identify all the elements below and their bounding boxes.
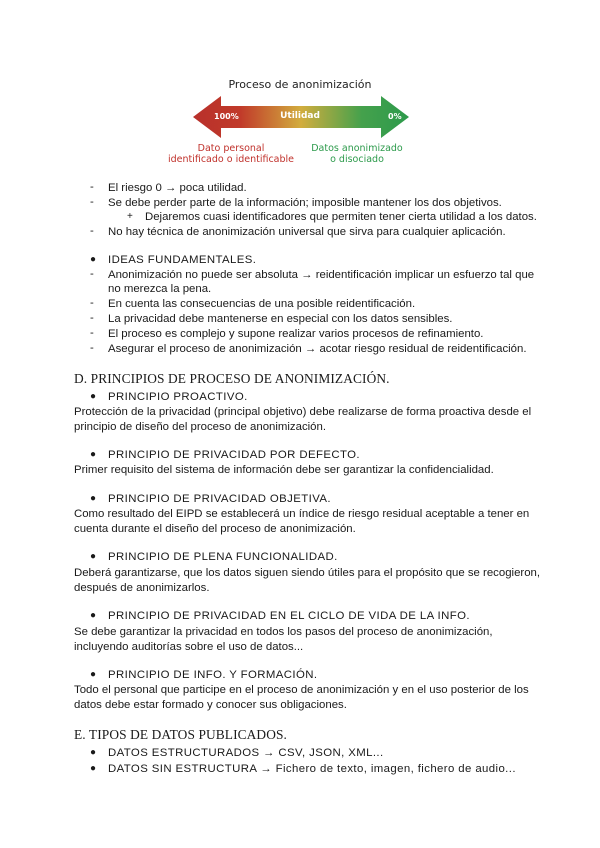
dash-marker: - [90, 297, 94, 309]
list-item: DATOS SIN ESTRUCTURA → Fichero de texto, imagen, fichero de audio... [108, 763, 516, 775]
bullet-marker: ● [90, 391, 97, 402]
list-item: Anonimización no puede ser absoluta → reidentificación implicar un esfuerzo tal que [108, 269, 535, 281]
bullet-marker: ● [90, 747, 97, 758]
bullet-marker: ● [90, 449, 97, 460]
principle-title: PRINCIPIO DE PRIVACIDAD OBJETIVA. [108, 493, 331, 505]
paragraph-line: Se debe garantizar la privacidad en todos los pasos del proceso de anonimización, [74, 626, 493, 638]
bullet-marker: ● [90, 610, 97, 621]
paragraph-line: cuenta durante el diseño del proceso de anonimización. [74, 523, 356, 535]
paragraph-line: Primer requisito del sistema de información debe ser garantizar la confidencialidad. [74, 464, 494, 476]
section-d-heading: D. PRINCIPIOS DE PROCESO DE ANONIMIZACIÓN. [74, 371, 390, 386]
paragraph-line: Como resultado del EIPD se establecerá un índice de riesgo residual aceptable a tener en [74, 508, 530, 520]
list-item: En cuenta las consecuencias de una posible reidentificación. [108, 298, 416, 310]
plus-marker: + [127, 211, 133, 222]
dash-marker: - [90, 312, 94, 324]
anonymization-figure [160, 78, 440, 173]
utility-label: Utilidad [280, 111, 320, 121]
list-item: DATOS ESTRUCTURADOS → CSV, JSON, XML... [108, 747, 384, 759]
list-subitem: Dejaremos cuasi identificadores que permiten tener cierta utilidad a los datos. [145, 211, 537, 223]
right-caption: Datos anonimizado o disociado [311, 143, 403, 165]
list-item: Asegurar el proceso de anonimización → acotar riesgo residual de reidentificación. [108, 343, 527, 355]
paragraph-line: Deberá garantizarse, que los datos siguen siendo útiles para el propósito que se recogieron, [74, 567, 541, 579]
bullet-marker: ● [90, 669, 97, 680]
paragraph-line: Protección de la privacidad (principal objetivo) debe realizarse de forma proactiva desde el [74, 406, 532, 418]
bullet-marker: ● [90, 763, 97, 774]
principle-title: PRINCIPIO DE PLENA FUNCIONALIDAD. [108, 551, 338, 563]
paragraph-line: después de anonimizarlos. [74, 582, 210, 594]
principle-title: PRINCIPIO PROACTIVO. [108, 391, 248, 403]
list-item: El proceso es complejo y supone realizar varios procesos de refinamiento. [108, 328, 484, 340]
left-percent-label: 100% [214, 112, 239, 121]
principle-title: PRINCIPIO DE PRIVACIDAD EN EL CICLO DE VIDA DE LA INFO. [108, 610, 470, 622]
figure-title: Proceso de anonimización [228, 78, 372, 91]
dash-marker: - [90, 342, 94, 354]
principle-title: PRINCIPIO DE INFO. Y FORMACIÓN. [108, 669, 318, 681]
right-percent-label: 0% [388, 112, 402, 121]
list-item: Se debe perder parte de la información; imposible mantener los dos objetivos. [108, 197, 502, 209]
paragraph-line: principio de diseño del proceso de anonimización. [74, 421, 327, 433]
paragraph-line: datos debe estar formado y conocer sus obligaciones. [74, 699, 347, 711]
bullet-marker: ● [90, 551, 97, 562]
bullet-marker: ● [90, 493, 97, 504]
dash-marker: - [90, 225, 94, 237]
ideas-title: IDEAS FUNDAMENTALES. [108, 254, 257, 266]
paragraph-line: incluyendo auditorías sobre el uso de datos... [74, 641, 304, 653]
dash-marker: - [90, 268, 94, 280]
list-item: La privacidad debe mantenerse en especial con los datos sensibles. [108, 313, 453, 325]
list-item-cont: no merezca la pena. [108, 283, 212, 295]
section-e-heading: E. TIPOS DE DATOS PUBLICADOS. [74, 727, 287, 742]
principle-title: PRINCIPIO DE PRIVACIDAD POR DEFECTO. [108, 449, 360, 461]
left-caption: Dato personal identificado o identificable [167, 143, 295, 165]
dash-marker: - [90, 181, 94, 193]
list-item: No hay técnica de anonimización universal que sirva para cualquier aplicación. [108, 226, 506, 238]
dash-marker: - [90, 196, 94, 208]
paragraph-line: Todo el personal que participe en el proceso de anonimización y en el uso posterior de los [74, 684, 529, 696]
dash-marker: - [90, 327, 94, 339]
list-item: El riesgo 0 → poca utilidad. [108, 182, 247, 194]
bullet-marker: ● [90, 254, 97, 265]
